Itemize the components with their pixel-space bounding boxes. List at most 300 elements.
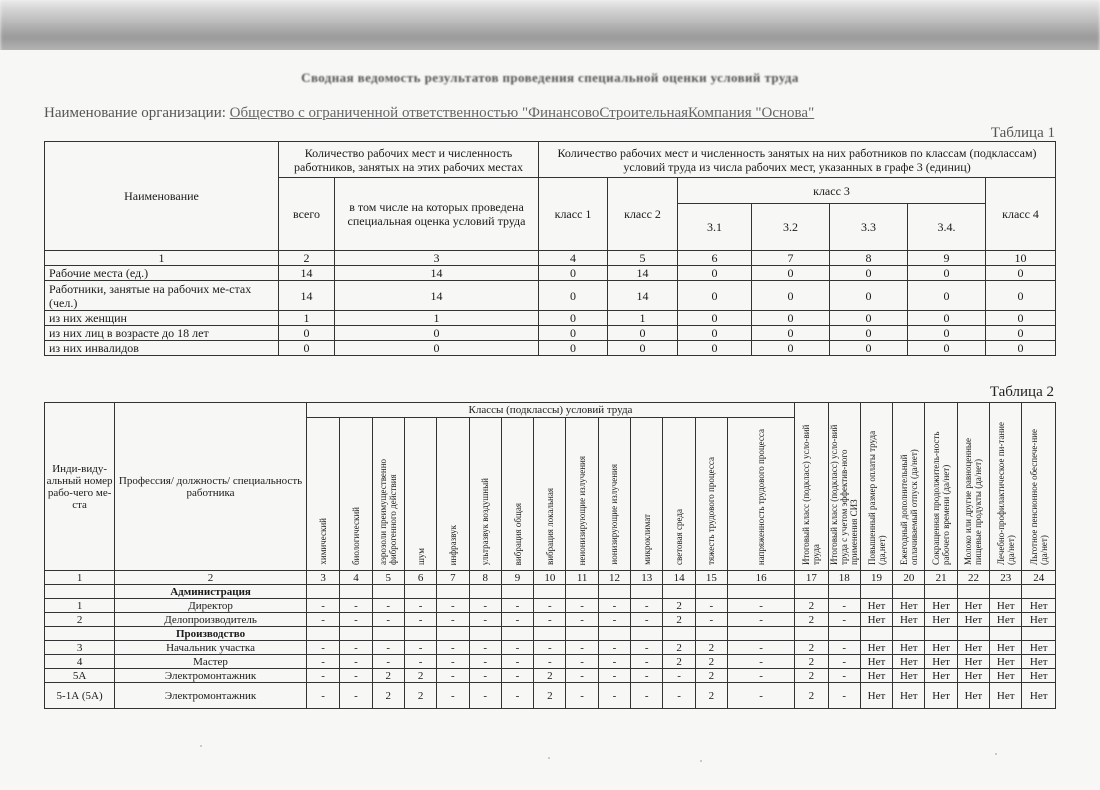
empty-cell: [631, 585, 663, 599]
t2-cell: 2: [663, 655, 695, 669]
t2-cell: -: [404, 655, 436, 669]
empty-cell: [925, 627, 957, 641]
t2-cell: -: [631, 641, 663, 655]
t2-workplace-number: 2: [45, 613, 115, 627]
t2-cell: -: [372, 641, 404, 655]
t1-cell: 0: [830, 266, 908, 281]
empty-cell: [372, 627, 404, 641]
t1-cell: 0: [752, 281, 830, 311]
t2-cell: -: [631, 599, 663, 613]
empty-cell: [437, 627, 469, 641]
t1-cell: 0: [830, 311, 908, 326]
t2-cell: -: [306, 599, 339, 613]
t2-cell: -: [340, 599, 372, 613]
t2-col-number: 4: [340, 571, 372, 585]
t2-cell: -: [534, 599, 566, 613]
t2-cell: -: [631, 683, 663, 709]
t2-cell: 2: [795, 599, 828, 613]
t2-cell: -: [501, 641, 533, 655]
t1-cell: 0: [986, 311, 1056, 326]
t1-row: [45, 326, 1056, 341]
t2-row: [45, 641, 1056, 655]
t2-cell: Нет: [925, 669, 957, 683]
t1-col-number: 6: [678, 251, 752, 266]
empty-cell: [501, 627, 533, 641]
t2-col-number: 3: [306, 571, 339, 585]
t2-cell: -: [469, 599, 501, 613]
t1-column-numbers: [45, 251, 1056, 266]
t2-cell: -: [437, 641, 469, 655]
t2-cell: Нет: [1022, 641, 1056, 655]
summary-table: [44, 141, 1056, 356]
t1-cell: 0: [678, 311, 752, 326]
t2-col-number: 10: [534, 571, 566, 585]
empty-cell: [795, 585, 828, 599]
empty-cell: [893, 585, 925, 599]
t1-cell: 1: [279, 311, 335, 326]
t2-cell: -: [695, 599, 727, 613]
t2-cell: -: [306, 655, 339, 669]
t1-row: [45, 311, 1056, 326]
empty-cell: [534, 585, 566, 599]
t2-cell: -: [728, 655, 795, 669]
t2-cell: -: [598, 683, 630, 709]
t1-cell: 0: [752, 266, 830, 281]
t2-cell: -: [566, 641, 598, 655]
t1-header-class3: класс 3: [678, 178, 986, 204]
t2-header-profession: Профессия/ должность/ специальность работника: [115, 403, 307, 571]
t1-cell: 0: [986, 326, 1056, 341]
empty-cell: [728, 627, 795, 641]
t1-header-3-2: 3.2: [752, 204, 830, 251]
t2-cell: Нет: [860, 641, 892, 655]
t2-cell: -: [566, 669, 598, 683]
t2-cell: Нет: [957, 599, 989, 613]
t2-cell: 2: [795, 641, 828, 655]
t1-cell: 0: [279, 326, 335, 341]
t2-cell: -: [598, 641, 630, 655]
t1-cell: 0: [830, 341, 908, 356]
t2-header-guarantee: Лечебно-профилактическое пи-тание (да/нет): [990, 403, 1022, 571]
t2-cell: -: [340, 613, 372, 627]
empty-cell: [437, 585, 469, 599]
t1-cell: 0: [908, 326, 986, 341]
t2-cell: -: [663, 669, 695, 683]
t2-header-guarantee: Льготное пенсионное обеспече-ние (да/нет): [1022, 403, 1056, 571]
t2-col-number: 8: [469, 571, 501, 585]
t2-cell: -: [372, 599, 404, 613]
t2-cell: 2: [663, 641, 695, 655]
organization-line: [44, 105, 814, 122]
t2-cell: -: [534, 641, 566, 655]
empty-cell: [404, 585, 436, 599]
t2-header-number: Инди-виду-альный номер рабо-чего ме-ста: [45, 403, 115, 571]
empty-cell: [340, 585, 372, 599]
t1-cell: 14: [279, 266, 335, 281]
t2-cell: Нет: [990, 669, 1022, 683]
t2-factor-header: ультразвук воздушный: [469, 418, 501, 571]
t1-cell: 0: [539, 341, 608, 356]
t2-col-number: 16: [728, 571, 795, 585]
empty-cell: [340, 627, 372, 641]
t1-row: [45, 266, 1056, 281]
t1-cell: 1: [608, 311, 678, 326]
t2-workplace-number: 3: [45, 641, 115, 655]
t2-cell: -: [828, 599, 860, 613]
table1-caption: Таблица 1: [990, 125, 1055, 141]
t2-factor-header: вибрация локальная: [534, 418, 566, 571]
empty-cell: [695, 627, 727, 641]
organization-label: Наименование организации:: [44, 105, 226, 121]
t2-cell: Нет: [990, 613, 1022, 627]
t1-cell: 0: [608, 341, 678, 356]
t2-cell: Нет: [1022, 599, 1056, 613]
t1-col-number: 3: [335, 251, 539, 266]
t2-col-number: 12: [598, 571, 630, 585]
empty-cell: [828, 585, 860, 599]
t2-cell: -: [566, 599, 598, 613]
t1-row-label: Рабочие места (ед.): [45, 266, 279, 281]
t2-col-number: 7: [437, 571, 469, 585]
t2-cell: -: [306, 613, 339, 627]
empty-cell: [990, 627, 1022, 641]
empty-cell: [566, 627, 598, 641]
t2-header-classes: Классы (подклассы) условий труда: [306, 403, 794, 418]
t1-cell: 0: [608, 326, 678, 341]
t2-factor-header: тяжесть трудового процесса: [695, 418, 727, 571]
t2-col-number: 19: [860, 571, 892, 585]
t2-cell: -: [663, 683, 695, 709]
t2-col-number: 23: [990, 571, 1022, 585]
t2-cell: Нет: [1022, 683, 1056, 709]
t2-cell: Нет: [893, 613, 925, 627]
t2-cell: 2: [695, 669, 727, 683]
empty-cell: [795, 627, 828, 641]
t1-header-assessed: в том числе на которых проведена специальная оценка условий труда: [335, 178, 539, 251]
t2-cell: -: [340, 641, 372, 655]
t1-cell: 0: [752, 326, 830, 341]
empty-cell: [501, 585, 533, 599]
t2-cell: Нет: [893, 669, 925, 683]
t2-profession: Электромонтажник: [115, 683, 307, 709]
t2-cell: -: [828, 641, 860, 655]
t2-factor-header: химический: [306, 418, 339, 571]
t1-col-number: 9: [908, 251, 986, 266]
t2-col-number: 5: [372, 571, 404, 585]
t1-cell: 0: [752, 311, 830, 326]
t2-cell: -: [437, 599, 469, 613]
t2-cell: Нет: [925, 683, 957, 709]
t2-cell: Нет: [990, 655, 1022, 669]
t2-col-number: 20: [893, 571, 925, 585]
t2-cell: 2: [372, 683, 404, 709]
t2-cell: -: [469, 613, 501, 627]
t2-cell: 2: [372, 669, 404, 683]
t2-cell: -: [306, 669, 339, 683]
t2-col-number: 18: [828, 571, 860, 585]
t2-profession: Директор: [115, 599, 307, 613]
t1-header-classes: Количество рабочих мест и численность занятых на них работников по классам (подклассам) условий труда из числа рабочих мест, указанных в графе 3 (единиц): [539, 142, 1056, 178]
empty-cell: [990, 585, 1022, 599]
t2-cell: -: [404, 641, 436, 655]
t1-header-class1: класс 1: [539, 178, 608, 251]
t2-profession: Электромонтажник: [115, 669, 307, 683]
t2-section-title: Администрация: [115, 585, 307, 599]
t2-cell: 2: [404, 669, 436, 683]
t2-factor-header: биологический: [340, 418, 372, 571]
t2-cell: -: [828, 655, 860, 669]
t2-workplace-number: 4: [45, 655, 115, 669]
t2-cell: 2: [795, 655, 828, 669]
t2-cell: -: [437, 655, 469, 669]
empty-cell: [631, 627, 663, 641]
empty-cell: [663, 585, 695, 599]
t2-cell: -: [437, 613, 469, 627]
t2-header-guarantee: Сокращенная продолжитель-ность рабочего времени (да/нет): [925, 403, 957, 571]
t2-factor-header: неионизирующие излучения: [566, 418, 598, 571]
t2-cell: -: [404, 613, 436, 627]
t2-factor-header: шум: [404, 418, 436, 571]
t2-cell: -: [728, 641, 795, 655]
t2-cell: Нет: [957, 669, 989, 683]
t2-factor-header: инфразвук: [437, 418, 469, 571]
t2-factor-header: микроклимат: [631, 418, 663, 571]
t2-col-number: 6: [404, 571, 436, 585]
t2-row: [45, 655, 1056, 669]
t2-cell: -: [566, 613, 598, 627]
t1-header-class2: класс 2: [608, 178, 678, 251]
t1-cell: 1: [335, 311, 539, 326]
t2-cell: Нет: [957, 655, 989, 669]
empty-cell: [1022, 585, 1056, 599]
t2-col-number: 17: [795, 571, 828, 585]
t1-cell: 0: [335, 326, 539, 341]
t1-cell: 0: [279, 341, 335, 356]
t1-cell: 0: [986, 266, 1056, 281]
t1-cell: 0: [539, 311, 608, 326]
t2-col-number: 15: [695, 571, 727, 585]
t1-row-label: Работники, занятые на рабочих ме-стах (чел.): [45, 281, 279, 311]
t2-cell: -: [469, 669, 501, 683]
empty-cell: [728, 585, 795, 599]
t2-cell: -: [469, 641, 501, 655]
empty-cell: [534, 627, 566, 641]
t1-col-number: 1: [45, 251, 279, 266]
t2-cell: 2: [795, 669, 828, 683]
t2-cell: Нет: [893, 641, 925, 655]
t1-cell: 0: [678, 266, 752, 281]
t1-cell: 14: [608, 281, 678, 311]
table2-caption: Таблица 2: [989, 384, 1054, 400]
empty-cell: [469, 585, 501, 599]
t1-cell: 14: [335, 266, 539, 281]
empty-cell: [1022, 627, 1056, 641]
t2-cell: Нет: [925, 613, 957, 627]
t2-cell: Нет: [893, 655, 925, 669]
t1-row-label: из них лиц в возрасте до 18 лет: [45, 326, 279, 341]
t2-cell: Нет: [860, 669, 892, 683]
t1-cell: 0: [539, 326, 608, 341]
t1-cell: 0: [678, 326, 752, 341]
t1-header-class4: класс 4: [986, 178, 1056, 251]
t2-col-number: 14: [663, 571, 695, 585]
t2-row: [45, 683, 1056, 709]
t1-col-number: 2: [279, 251, 335, 266]
t1-col-number: 5: [608, 251, 678, 266]
t2-cell: -: [306, 641, 339, 655]
t2-cell: Нет: [990, 683, 1022, 709]
t1-cell: 0: [908, 311, 986, 326]
t2-section-title: Производство: [115, 627, 307, 641]
empty-cell: [306, 585, 339, 599]
t2-col-number: 9: [501, 571, 533, 585]
t1-cell: 0: [986, 341, 1056, 356]
t1-cell: 0: [539, 281, 608, 311]
t2-cell: -: [631, 669, 663, 683]
t2-cell: -: [372, 655, 404, 669]
t2-cell: Нет: [1022, 655, 1056, 669]
t2-cell: Нет: [957, 613, 989, 627]
t2-cell: -: [501, 599, 533, 613]
t1-cell: 0: [335, 341, 539, 356]
t2-col-number: 22: [957, 571, 989, 585]
t2-row: [45, 599, 1056, 613]
t2-cell: -: [340, 669, 372, 683]
t2-cell: -: [501, 683, 533, 709]
t2-cell: -: [372, 613, 404, 627]
t2-cell: -: [631, 613, 663, 627]
t1-header-3-3: 3.3: [830, 204, 908, 251]
t2-cell: Нет: [925, 655, 957, 669]
t1-header-3-1: 3.1: [678, 204, 752, 251]
t2-cell: 2: [695, 641, 727, 655]
empty-cell: [566, 585, 598, 599]
t2-factor-header: вибрация общая: [501, 418, 533, 571]
t2-cell: -: [501, 613, 533, 627]
empty-cell: [45, 627, 115, 641]
t1-cell: 0: [678, 341, 752, 356]
t2-cell: -: [340, 683, 372, 709]
t1-row-label: из них женщин: [45, 311, 279, 326]
t2-cell: 2: [404, 683, 436, 709]
t2-factor-header: напряженность трудового процесса: [728, 418, 795, 571]
t2-row: [45, 613, 1056, 627]
t2-cell: Нет: [893, 683, 925, 709]
t2-cell: -: [469, 655, 501, 669]
t1-col-number: 7: [752, 251, 830, 266]
t2-workplace-number: 5А: [45, 669, 115, 683]
t2-cell: -: [534, 613, 566, 627]
empty-cell: [695, 585, 727, 599]
t2-cell: Нет: [957, 683, 989, 709]
t2-col-number: 24: [1022, 571, 1056, 585]
t2-cell: -: [598, 669, 630, 683]
t1-cell: 0: [830, 281, 908, 311]
t2-cell: 2: [663, 613, 695, 627]
t2-col-number: 21: [925, 571, 957, 585]
t2-cell: 2: [695, 683, 727, 709]
t2-cell: -: [631, 655, 663, 669]
t1-cell: 0: [986, 281, 1056, 311]
t2-col-number: 11: [566, 571, 598, 585]
empty-cell: [372, 585, 404, 599]
t2-header-guarantee: Молоко или другие равноценные пищевые продукты (да/нет): [957, 403, 989, 571]
t2-header-final: Итоговый класс (подкласс) усло-вий труда: [795, 403, 828, 571]
t1-col-number: 10: [986, 251, 1056, 266]
t2-cell: -: [404, 599, 436, 613]
t1-col-number: 8: [830, 251, 908, 266]
t2-profession: Начальник участка: [115, 641, 307, 655]
t2-cell: 2: [663, 599, 695, 613]
empty-cell: [306, 627, 339, 641]
t2-cell: -: [728, 599, 795, 613]
t2-cell: Нет: [860, 683, 892, 709]
t2-cell: -: [728, 683, 795, 709]
t1-cell: 14: [608, 266, 678, 281]
t2-cell: 2: [795, 683, 828, 709]
t2-col-number: 1: [45, 571, 115, 585]
t2-col-number: 2: [115, 571, 307, 585]
t1-header-name: Наименование: [45, 142, 279, 251]
empty-cell: [598, 585, 630, 599]
t2-profession: Делопроизводитель: [115, 613, 307, 627]
t1-cell: 0: [678, 281, 752, 311]
t2-cell: -: [598, 613, 630, 627]
t2-cell: -: [828, 613, 860, 627]
t2-cell: -: [501, 669, 533, 683]
t2-cell: 2: [795, 613, 828, 627]
document-title: Сводная ведомость результатов проведения специальной оценки условий труда: [301, 70, 799, 85]
t2-column-numbers: [45, 571, 1056, 585]
t1-cell: 14: [279, 281, 335, 311]
empty-cell: [828, 627, 860, 641]
t2-header-guarantee: Повышенный размер оплаты труда (да,нет): [860, 403, 892, 571]
t1-cell: 0: [830, 326, 908, 341]
t2-cell: -: [598, 655, 630, 669]
t2-cell: 2: [695, 655, 727, 669]
workplace-table: [44, 402, 1056, 709]
t2-cell: Нет: [893, 599, 925, 613]
t1-row: [45, 341, 1056, 356]
t1-col-number: 4: [539, 251, 608, 266]
t1-header-total: всего: [279, 178, 335, 251]
t2-factor-header: световая среда: [663, 418, 695, 571]
t2-section-row: [45, 585, 1056, 599]
t2-cell: -: [728, 669, 795, 683]
t2-header-guarantee: Ежегодный дополнительный оплачиваемый отпуск (да/нет): [893, 403, 925, 571]
empty-cell: [45, 585, 115, 599]
t1-header-count: Количество рабочих мест и численность работников, занятых на этих рабочих местах: [279, 142, 539, 178]
t2-cell: -: [828, 669, 860, 683]
empty-cell: [469, 627, 501, 641]
t2-factor-header: аэрозоли преимущественно фиброгенного действия: [372, 418, 404, 571]
t2-cell: -: [828, 683, 860, 709]
t2-cell: -: [501, 655, 533, 669]
t1-cell: 0: [908, 281, 986, 311]
t2-row: [45, 669, 1056, 683]
t2-cell: Нет: [925, 599, 957, 613]
t2-cell: -: [437, 669, 469, 683]
t1-cell: 0: [752, 341, 830, 356]
t2-cell: Нет: [925, 641, 957, 655]
organization-name: Общество с ограниченной ответственностью "ФинансовоСтроительнаяКомпания "Основа": [229, 105, 815, 121]
t2-cell: Нет: [1022, 669, 1056, 683]
t1-header-3-4: 3.4.: [908, 204, 986, 251]
empty-cell: [860, 585, 892, 599]
empty-cell: [957, 585, 989, 599]
t2-cell: -: [598, 599, 630, 613]
t2-cell: Нет: [860, 655, 892, 669]
